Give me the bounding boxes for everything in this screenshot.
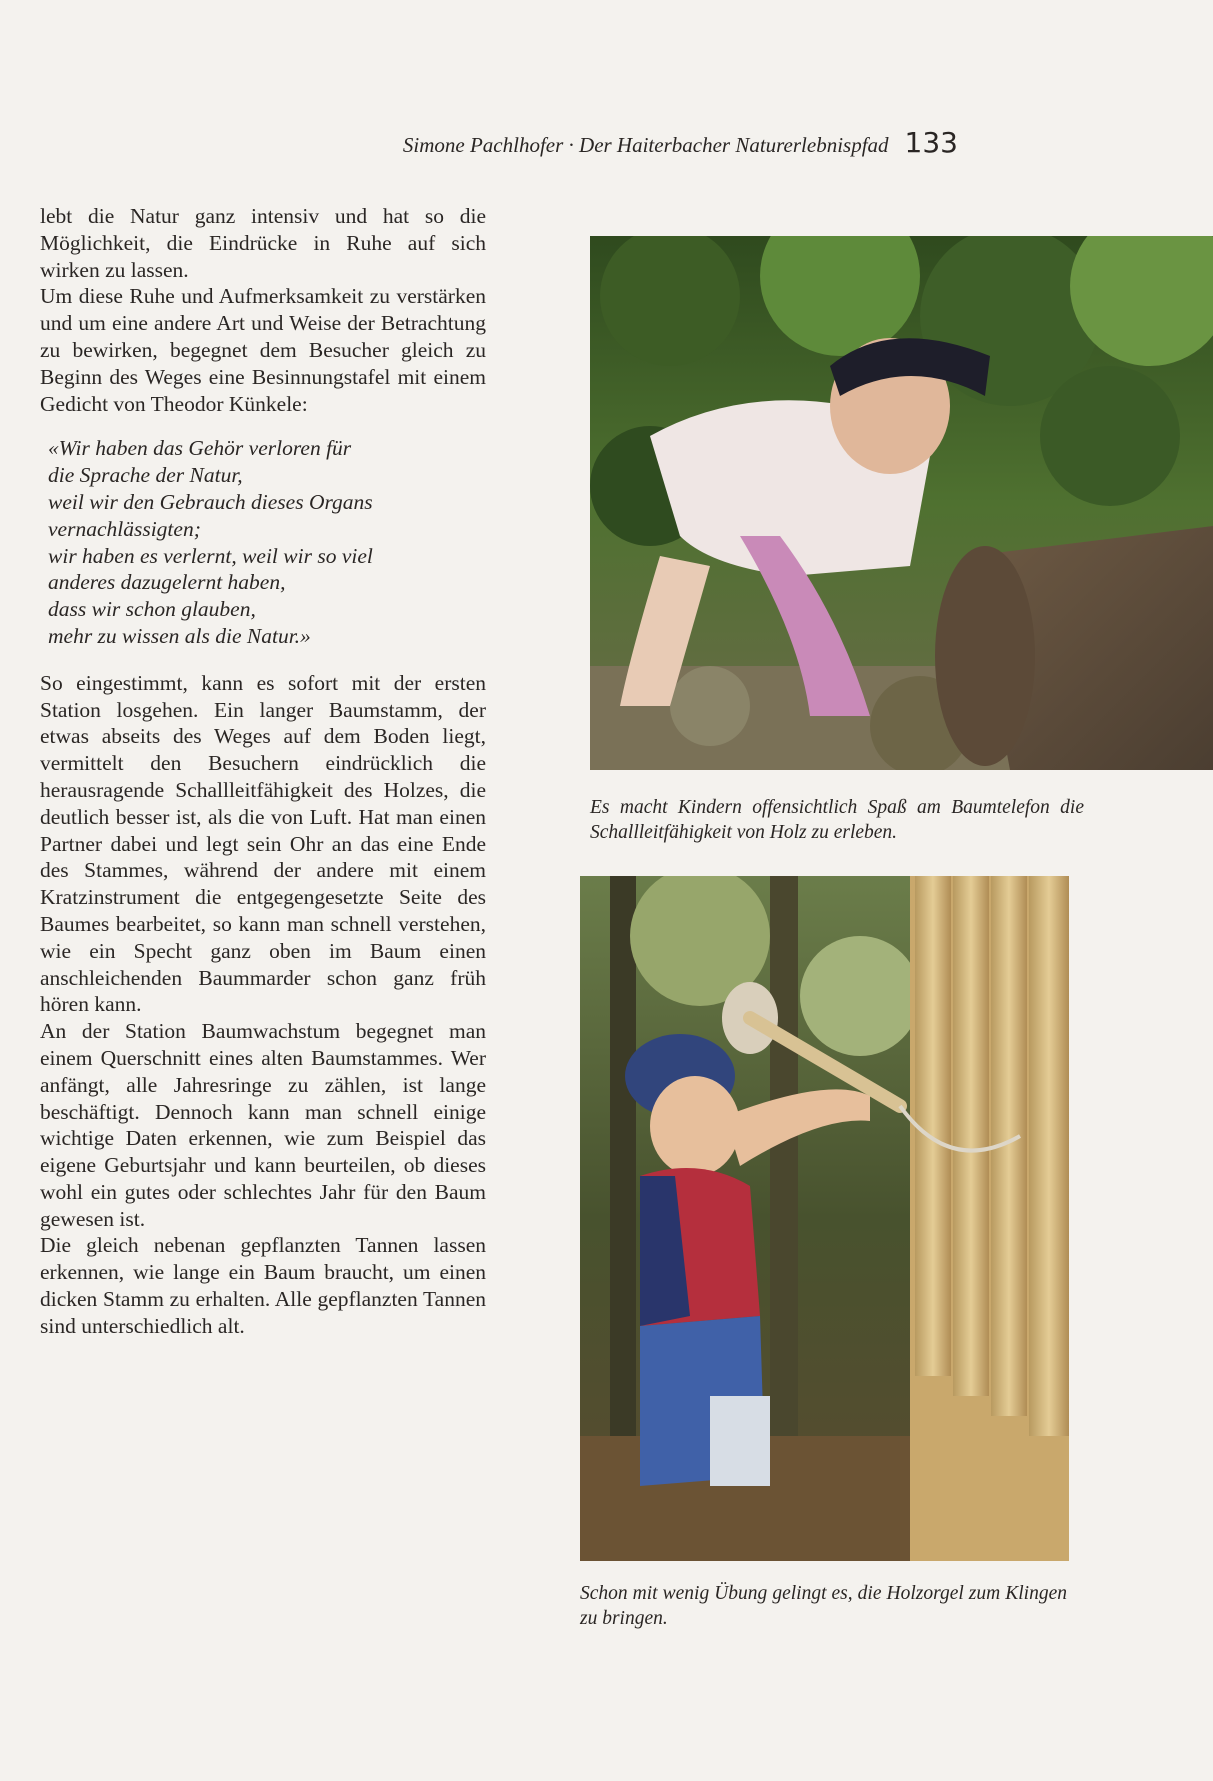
caption-holzorgel: Schon mit wenig Übung gelingt es, die Holzorgel zum Klingen zu bringen.: [580, 1583, 1067, 1629]
photo-baumtelefon: [590, 236, 1213, 770]
paragraph-1: lebt die Natur ganz intensiv und hat so die Möglichkeit, die Eindrücke in Ruhe auf sich wirken zu lassen.: [40, 204, 486, 282]
paragraph-5: Die gleich nebenan gepflanzten Tannen lassen erkennen, wie lange ein Baum braucht, um einen dicken Stamm zu erhalten. Alle gepflanzten Tannen sind unterschiedlich alt.: [40, 1233, 486, 1338]
text-column: [40, 203, 486, 1340]
quote-line: mehr zu wissen als die Natur.»: [48, 623, 311, 648]
quote-line: dass wir schon glauben,: [48, 597, 256, 622]
page-number: 133: [904, 126, 958, 159]
poem-quote: [48, 435, 486, 649]
quote-line: wir haben es verlernt, weil wir so viel: [48, 543, 373, 568]
paragraph-3: So eingestimmt, kann es sofort mit der ersten Station losgehen. Ein langer Baumstamm, der etwas abseits des Weges auf dem Boden liegt, vermittelt den Besuchern eindrücklich die herausragende Schallleitfähigkeit des Holzes, die deutlich besser ist, als die von Luft. Hat man einen Partner dabei und legt sein Ohr an das eine Ende des Stammes, während der andere mit einem Kratzinstrument die entgegengesetzte Seite des Baumes bearbeitet, so kann man schnell verstehen, wie ein Specht ganz oben im Baum einen anschleichenden Baummarder schon ganz früh hören kann.: [40, 670, 486, 1017]
quote-line: anderes dazugelernt haben,: [48, 570, 286, 595]
quote-line: «Wir haben das Gehör verloren für: [48, 436, 352, 461]
photo-baumtelefon-image: [590, 236, 1213, 770]
running-title: Simone Pachlhofer · Der Haiterbacher Naturerlebnispfad: [402, 133, 889, 157]
paragraph-4: An der Station Baumwachstum begegnet man einem Querschnitt eines alten Baumstammes. Wer anfängt, alle Jahresringe zu zählen, ist lange beschäftigt. Dennoch kann man schnell einige wichtige Daten erkennen, wie zum Beispiel das eigene Geburtsjahr und kann beurteilen, ob dieses wohl ein gutes oder schlechtes Jahr für den Baum gewesen ist.: [40, 1019, 486, 1231]
caption-baumtelefon: Es macht Kindern offensichtlich Spaß am Baumtelefon die Schallleitfähigkeit von Holz zu erleben.: [590, 797, 1084, 843]
quote-line: weil wir den Gebrauch dieses Organs: [48, 489, 373, 514]
running-header: [380, 126, 958, 159]
quote-line: die Sprache der Natur,: [48, 463, 243, 488]
paragraph-2: Um diese Ruhe und Aufmerksamkeit zu verstärken und um eine andere Art und Weise der Betrachtung zu bewirken, begegnet dem Besucher gleich zu Beginn des Weges eine Besinnungstafel mit einem Gedicht von Theodor Künkele:: [40, 284, 486, 416]
photo-holzorgel: [580, 876, 1069, 1561]
photo-holzorgel-image: [580, 876, 1069, 1561]
quote-line: vernachlässigten;: [48, 516, 201, 541]
